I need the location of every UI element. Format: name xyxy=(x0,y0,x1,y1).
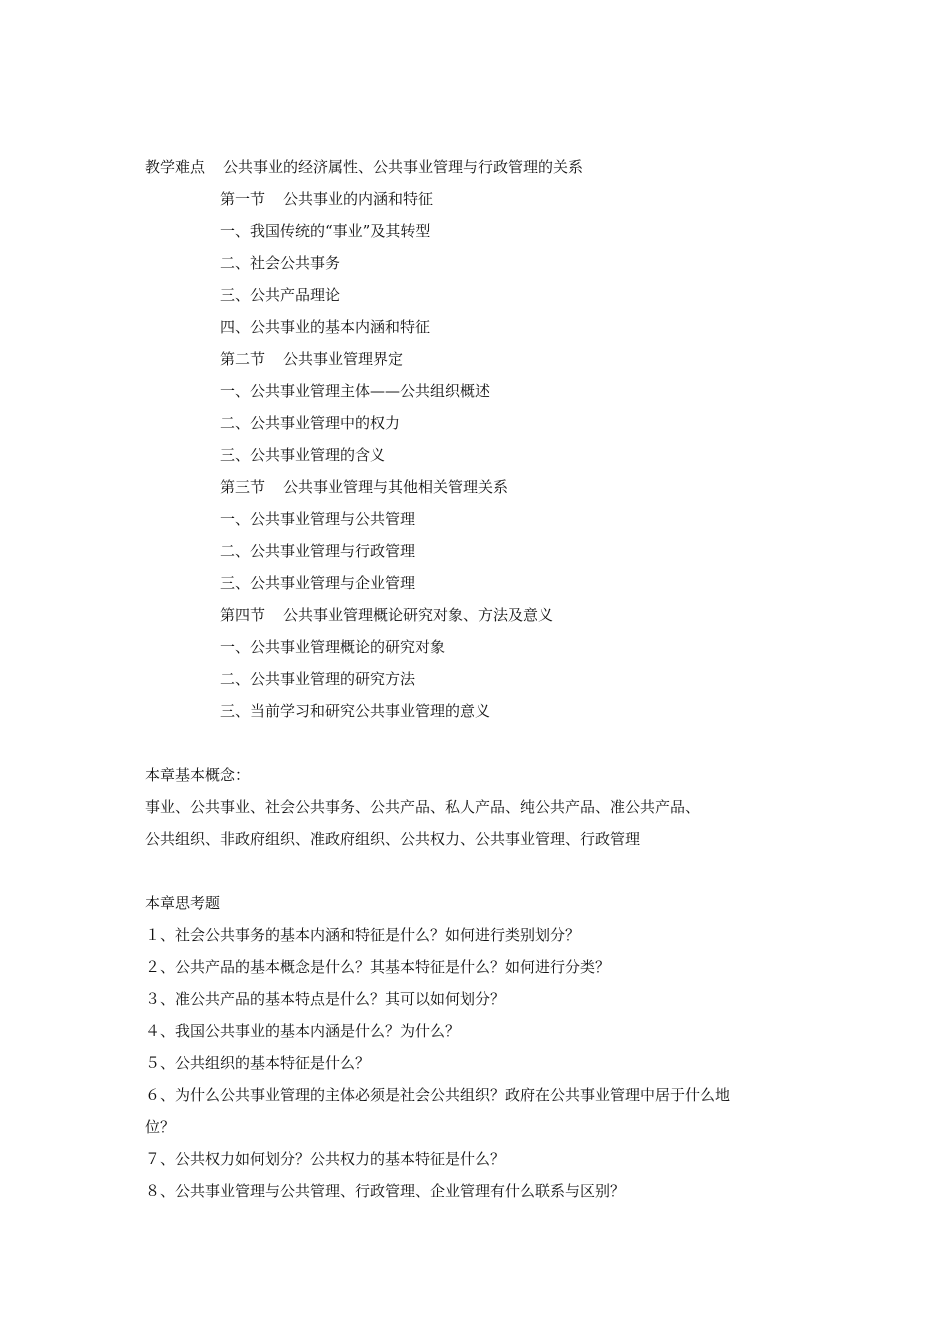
section-title: 公共事业管理界定 xyxy=(283,350,404,368)
outline-item: 一、我国传统的“事业”及其转型 xyxy=(220,222,431,240)
question-line: ５、公共组织的基本特征是什么？ xyxy=(145,1054,371,1072)
section-heading xyxy=(220,605,553,625)
outline-item: 三、公共事业管理的含义 xyxy=(220,446,386,464)
question-line: ２、公共产品的基本概念是什么？其基本特征是什么？如何进行分类？ xyxy=(145,958,611,976)
outline-item: 二、公共事业管理的研究方法 xyxy=(220,670,416,688)
outline-item: 二、公共事业管理与行政管理 xyxy=(220,542,416,560)
questions-heading: 本章思考题 xyxy=(145,894,221,912)
section-number: 第一节 xyxy=(220,190,266,208)
question-line: ４、我国公共事业的基本内涵是什么？为什么？ xyxy=(145,1022,461,1040)
section-heading xyxy=(220,189,433,209)
section-number: 第四节 xyxy=(220,606,266,624)
outline-item: 二、社会公共事务 xyxy=(220,254,341,272)
outline-item: 一、公共事业管理主体——公共组织概述 xyxy=(220,382,491,400)
outline-item: 三、公共产品理论 xyxy=(220,286,341,304)
outline-item: 四、公共事业的基本内涵和特征 xyxy=(220,318,431,336)
question-line: 位？ xyxy=(145,1118,176,1136)
outline-item: 二、公共事业管理中的权力 xyxy=(220,414,401,432)
outline-item: 三、公共事业管理与企业管理 xyxy=(220,574,416,592)
question-line: ７、公共权力如何划分？公共权力的基本特征是什么？ xyxy=(145,1150,506,1168)
section-number: 第二节 xyxy=(220,350,266,368)
concepts-line: 事业、公共事业、社会公共事务、公共产品、私人产品、纯公共产品、准公共产品、 xyxy=(145,798,701,816)
difficulty-text: 公共事业的经济属性、公共事业管理与行政管理的关系 xyxy=(223,158,584,176)
section-title: 公共事业管理与其他相关管理关系 xyxy=(283,478,509,496)
question-line: ６、为什么公共事业管理的主体必须是社会公共组织？政府在公共事业管理中居于什么地 xyxy=(145,1086,731,1104)
concepts-line: 公共组织、非政府组织、准政府组织、公共权力、公共事业管理、行政管理 xyxy=(145,830,641,848)
difficulty-label: 教学难点 xyxy=(145,158,206,176)
question-line: １、社会公共事务的基本内涵和特征是什么？如何进行类别划分？ xyxy=(145,926,581,944)
section-title: 公共事业管理概论研究对象、方法及意义 xyxy=(283,606,554,624)
section-number: 第三节 xyxy=(220,478,266,496)
question-line: ８、公共事业管理与公共管理、行政管理、企业管理有什么联系与区别？ xyxy=(145,1182,626,1200)
question-line: ３、准公共产品的基本特点是什么？其可以如何划分？ xyxy=(145,990,506,1008)
section-title: 公共事业的内涵和特征 xyxy=(283,190,434,208)
teaching-difficulty xyxy=(145,157,583,177)
outline-item: 一、公共事业管理概论的研究对象 xyxy=(220,638,446,656)
outline-item: 三、当前学习和研究公共事业管理的意义 xyxy=(220,702,491,720)
concepts-heading: 本章基本概念： xyxy=(145,766,251,784)
section-heading xyxy=(220,349,403,369)
section-heading xyxy=(220,477,508,497)
outline-item: 一、公共事业管理与公共管理 xyxy=(220,510,416,528)
